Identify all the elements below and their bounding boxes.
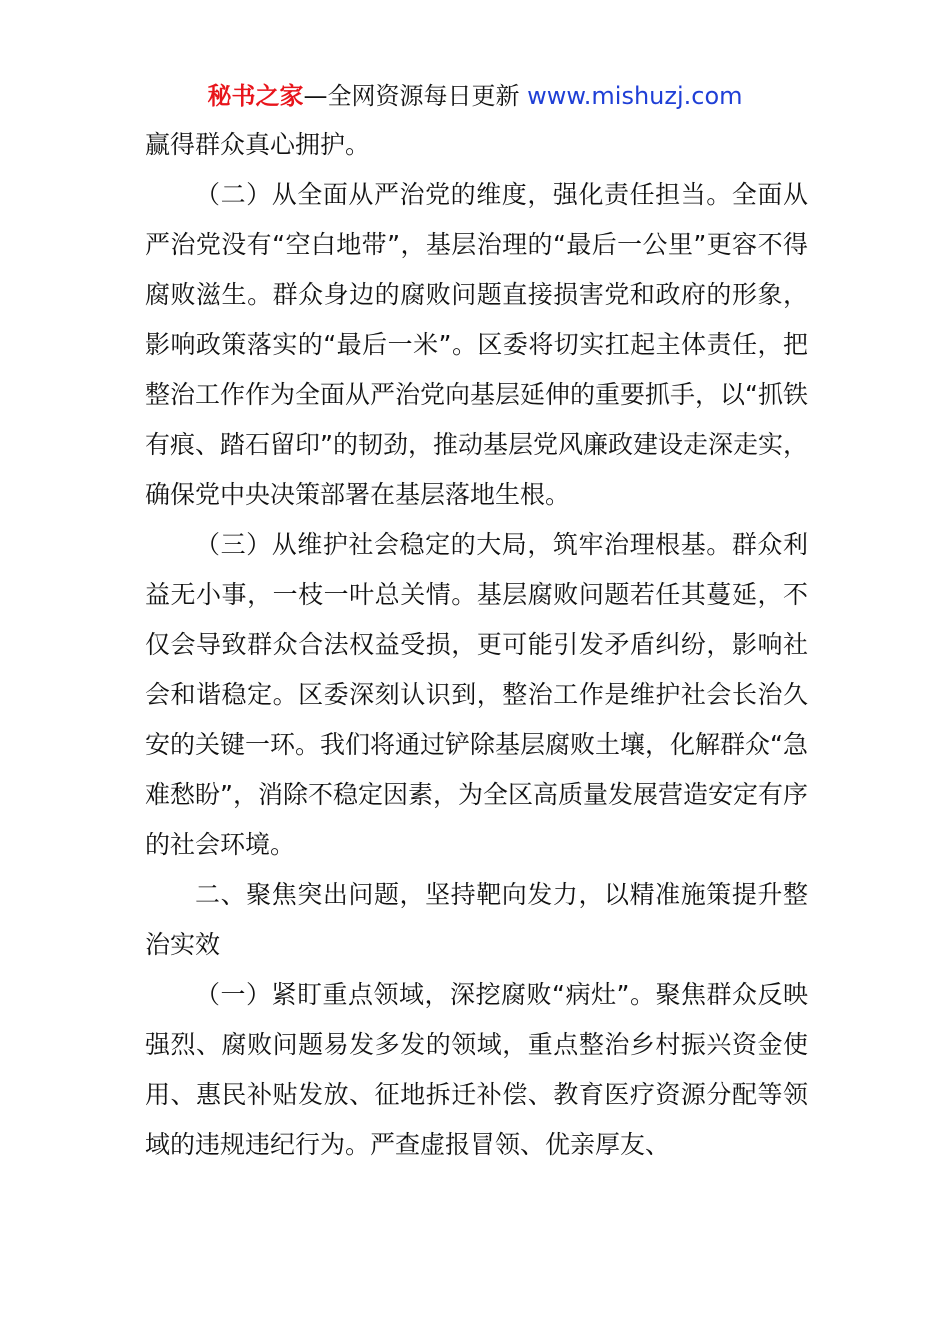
site-url-link[interactable]: www.mishuzj.com	[527, 82, 743, 110]
paragraph-continuation: 赢得群众真心拥护。	[145, 130, 371, 159]
brand-name: 秘书之家	[207, 82, 304, 110]
paragraph-subsection-1: （一）紧盯重点领域，深挖腐败“病灶”。聚焦群众反映强烈、腐败问题易发多发的领域，重点整治乡村振兴资金使用、惠民补贴发放、征地拆迁补偿、教育医疗资源分配等领域的违规违纪行为。严查虚报冒领、优亲厚友、	[145, 980, 808, 1159]
paragraph-section-2: （二）从全面从严治党的维度，强化责任担当。全面从严治党没有“空白地带”，基层治理的“最后一公里”更容不得腐败滋生。群众身边的腐败问题直接损害党和政府的形象，影响政策落实的“最后一米”。区委将切实扛起主体责任，把整治工作作为全面从严治党向基层延伸的重要抓手，以“抓铁有痕、踏石留印”的韧劲，推动基层党风廉政建设走深走实，确保党中央决策部署在基层落地生根。	[145, 180, 808, 509]
section-heading-2: 二、聚焦突出问题，坚持靶向发力，以精准施策提升整治实效	[145, 880, 808, 959]
paragraph-section-3: （三）从维护社会稳定的大局，筑牢治理根基。群众利益无小事，一枝一叶总关情。基层腐败问题若任其蔓延，不仅会导致群众合法权益受损，更可能引发矛盾纠纷，影响社会和谐稳定。区委深刻认识到，整治工作是维护社会长治久安的关键一环。我们将通过铲除基层腐败土壤，化解群众“急难愁盼”，消除不稳定因素，为全区高质量发展营造安定有序的社会环境。	[145, 530, 808, 859]
page-header	[0, 80, 950, 112]
header-tagline: —全网资源每日更新	[303, 82, 520, 110]
document-body	[145, 120, 808, 1170]
